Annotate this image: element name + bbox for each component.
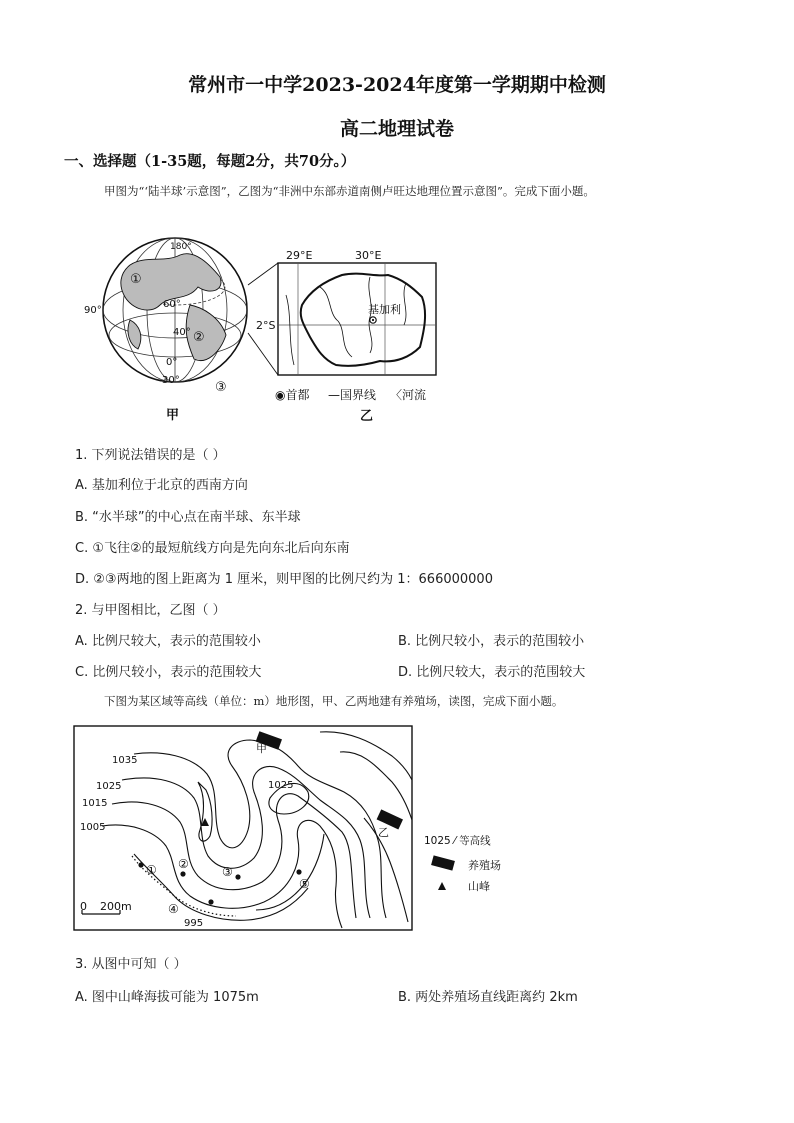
globe-caption: 甲 bbox=[166, 408, 180, 423]
point-3-dot bbox=[235, 874, 240, 879]
point-2-label: ② bbox=[178, 857, 189, 871]
intro-figure2: 下图为某区域等高线（单位：m）地形图，甲、乙两地建有养殖场，读图，完成下面小题。 bbox=[104, 694, 564, 708]
globe-label-180: 180° bbox=[170, 242, 192, 252]
section-heading: 一、选择题（1-35题，每题2分，共70分。） bbox=[64, 153, 356, 170]
inset-capital-label: 基加利 bbox=[368, 303, 401, 316]
contour-label-1035: 1035 bbox=[112, 755, 138, 766]
contour-label-995: 995 bbox=[184, 918, 204, 929]
q2-stem: 2. 与甲图相比，乙图（ ） bbox=[75, 603, 226, 618]
globe-label-30: 30° bbox=[162, 375, 180, 386]
point-5-label: ⑤ bbox=[299, 877, 310, 891]
point-2-dot bbox=[180, 871, 185, 876]
intro-figure1: 甲图为“‘陆半球’示意图”，乙图为“非洲中东部赤道南侧卢旺达地理位置示意图”。完成下面小题。 bbox=[104, 184, 595, 198]
legend-farm: 养殖场 bbox=[468, 859, 501, 872]
globe-label-60: 60° bbox=[163, 299, 181, 310]
q3-stem: 3. 从图中可知（ ） bbox=[75, 957, 187, 972]
q1-option-d: D. ②③两地的图上距离为 1 厘米，则甲图的比例尺约为 1：666000000 bbox=[75, 572, 493, 587]
exam-subtitle: 高二地理试卷 bbox=[339, 118, 454, 140]
q3-option-a: A. 图中山峰海拔可能为 1075m bbox=[75, 990, 259, 1005]
q2-option-d: D. 比例尺较大，表示的范围较大 bbox=[398, 665, 586, 680]
inset-lat-2s: 2°S bbox=[256, 319, 276, 332]
q3-option-b: B. 两处养殖场直线距离约 2km bbox=[398, 990, 578, 1005]
legend-contour: 1025 ⁄ 等高线 bbox=[424, 835, 491, 847]
globe-mark-1: ① bbox=[130, 272, 142, 287]
contour-label-1025b: 1025 bbox=[268, 780, 294, 791]
point-1-label: ① bbox=[146, 863, 157, 877]
globe-label-90: 90° bbox=[84, 305, 102, 316]
legend-river: 〈河流 bbox=[390, 388, 427, 402]
q1-option-a: A. 基加利位于北京的西南方向 bbox=[75, 478, 248, 493]
globe-mark-2: ② bbox=[193, 330, 205, 345]
inset-caption: 乙 bbox=[360, 409, 374, 424]
point-4-label: ④ bbox=[168, 902, 179, 916]
legend-border: —国界线 bbox=[328, 388, 377, 402]
figure-contour-map bbox=[72, 722, 542, 934]
inset-map-rwanda bbox=[278, 263, 436, 375]
point-3-label: ③ bbox=[222, 865, 233, 879]
contour-label-1025a: 1025 bbox=[96, 781, 122, 792]
legend-peak-icon bbox=[438, 882, 446, 890]
legend-capital: ◉首都 bbox=[275, 388, 310, 402]
scale-label-200m: 200m bbox=[100, 900, 132, 913]
contour-label-1005: 1005 bbox=[80, 822, 106, 833]
globe-mark-3: ③ bbox=[215, 380, 227, 395]
point-5-dot bbox=[296, 869, 301, 874]
scale-label-0: 0 bbox=[80, 900, 87, 913]
globe-label-0: 0° bbox=[166, 357, 178, 368]
q2-option-a: A. 比例尺较大，表示的范围较小 bbox=[75, 634, 261, 649]
connector-bottom bbox=[248, 333, 278, 375]
q1-option-c: C. ①飞往②的最短航线方向是先向东北后向东南 bbox=[75, 541, 350, 556]
connector-top bbox=[248, 263, 278, 285]
point-4-dot bbox=[208, 899, 213, 904]
legend-farm-icon bbox=[431, 855, 455, 870]
legend-peak: 山峰 bbox=[468, 880, 490, 893]
inset-lon-30: 30°E bbox=[355, 249, 382, 262]
q2-option-b: B. 比例尺较小，表示的范围较小 bbox=[398, 634, 585, 649]
contour-label-1015: 1015 bbox=[82, 798, 108, 809]
farm-jia-label: 甲 bbox=[256, 742, 267, 755]
figure-globe-map bbox=[70, 225, 470, 430]
q2-option-c: C. 比例尺较小，表示的范围较大 bbox=[75, 665, 262, 680]
q1-stem: 1. 下列说法错误的是（ ） bbox=[75, 448, 226, 463]
q1-option-b: B. “水半球”的中心点在南半球、东半球 bbox=[75, 510, 301, 525]
point-1-dot bbox=[138, 862, 143, 867]
globe-label-40: 40° bbox=[173, 327, 191, 338]
farm-yi-label: 乙 bbox=[378, 826, 389, 839]
exam-title: 常州市一中学2023-2024年度第一学期期中检测 bbox=[188, 74, 606, 96]
inset-lon-29: 29°E bbox=[286, 249, 313, 262]
